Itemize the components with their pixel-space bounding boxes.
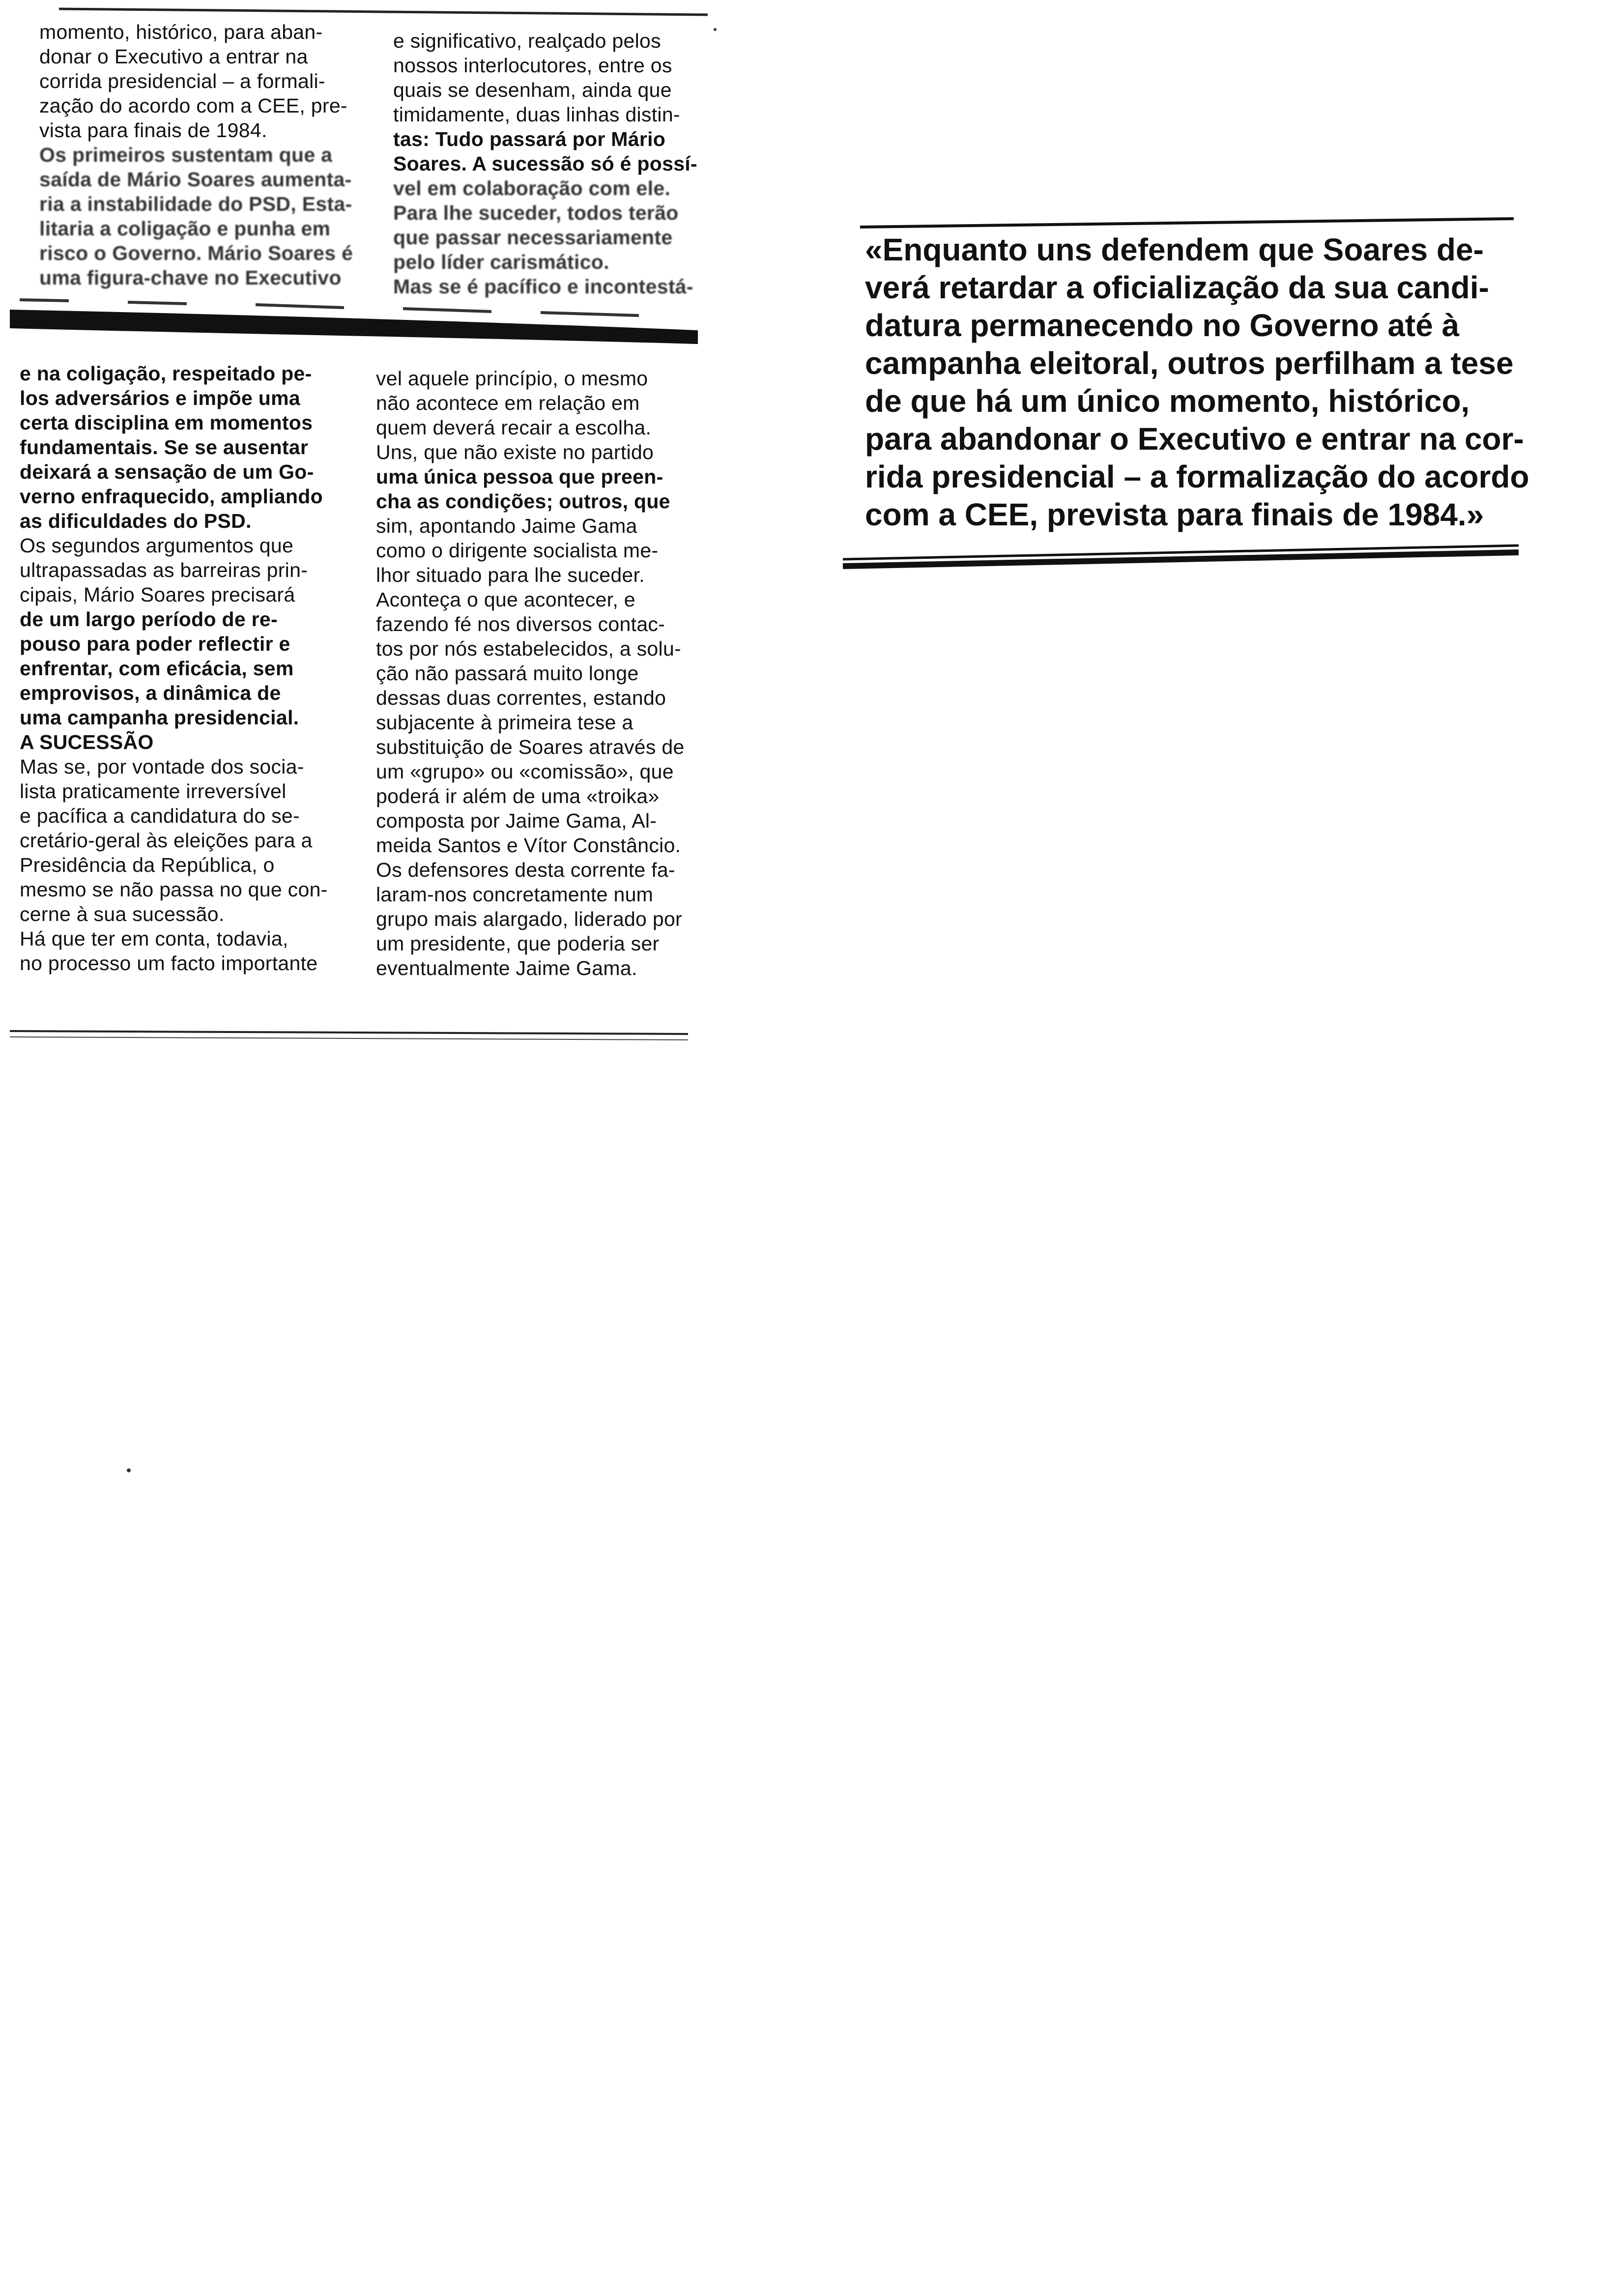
article-line: Os defensores desta corrente fa- (376, 859, 675, 881)
article-line: dessas duas correntes, estando (376, 687, 666, 709)
pull-quote-line: rida presidencial – a formalização do acordo (865, 459, 1529, 494)
pull-quote-line: de que há um único momento, histórico, (865, 383, 1470, 419)
article-line: uma única pessoa que preen- (376, 465, 663, 488)
article-line: no processo um facto importante (20, 952, 318, 975)
article-line: deixará a sensação de um Go- (20, 460, 314, 483)
article-line: enfrentar, com eficácia, sem (20, 657, 294, 680)
article-line: meida Santos e Vítor Constâncio. (376, 834, 681, 857)
article-line: cipais, Mário Soares precisará (20, 583, 295, 606)
article-line: Presidência da República, o (20, 854, 275, 876)
pull-quote-line: verá retardar a oficialização da sua candi- (865, 270, 1489, 305)
article-line: Os primeiros sustentam que a (39, 144, 333, 166)
article-line: Mas se, por vontade dos socia- (20, 755, 304, 778)
article-line: donar o Executivo a entrar na (39, 45, 308, 68)
article-line: subjacente à primeira tese a (376, 711, 633, 734)
article-line: Uns, que não existe no partido (376, 441, 654, 463)
pull-quote-line: para abandonar o Executivo e entrar na cor- (865, 421, 1524, 457)
section-heading: A SUCESSÃO (20, 731, 154, 753)
bottom-left-rule (10, 1031, 688, 1034)
article-line: uma campanha presidencial. (20, 706, 299, 729)
article-line: e significativo, realçado pelos (393, 29, 661, 52)
article-line: cerne à sua sucessão. (20, 903, 225, 925)
article-line: quem deverá recair a escolha. (376, 416, 652, 439)
article-line: laram-nos concretamente num (376, 883, 654, 906)
article-line: um «grupo» ou «comissão», que (376, 760, 674, 783)
article-line: vista para finais de 1984. (39, 119, 267, 142)
article-line: poderá ir além de uma «troika» (376, 785, 660, 807)
article-line: Aconteça o que acontecer, e (376, 588, 635, 611)
article-column-top-right (393, 29, 697, 299)
article-line: ultrapassadas as barreiras prin- (20, 559, 308, 581)
article-line: cha as condições; outros, que (376, 490, 670, 513)
article-line: Os segundos argumentos que (20, 534, 294, 557)
article-line: saída de Mário Soares aumenta- (39, 168, 352, 191)
article-line: nossos interlocutores, entre os (393, 54, 672, 77)
article-line: pouso para poder reflectir e (20, 632, 290, 655)
article-line: timidamente, duas linhas distin- (393, 103, 680, 126)
article-line: Mas se é pacífico e incontestá- (393, 275, 693, 298)
article-line: risco o Governo. Mário Soares é (39, 242, 353, 264)
article-line: los adversários e impõe uma (20, 387, 300, 409)
article-line: como o dirigente socialista me- (376, 539, 659, 562)
article-column-bottom-right (376, 366, 685, 980)
article-line: de um largo período de re- (20, 608, 278, 631)
pull-quote-line: campanha eleitoral, outros perfilham a tese (865, 345, 1514, 381)
article-line: emprovisos, a dinâmica de (20, 682, 281, 704)
article-line: fazendo fé nos diversos contac- (376, 613, 665, 635)
article-line: ção não passará muito longe (376, 662, 639, 685)
pull-quote (865, 231, 1533, 534)
article-line: momento, histórico, para aban- (39, 21, 323, 43)
article-line: não acontece em relação em (376, 392, 640, 414)
article-line: mesmo se não passa no que con- (20, 878, 328, 901)
article-line: eventualmente Jaime Gama. (376, 957, 637, 979)
article-line: lista praticamente irreversível (20, 780, 287, 803)
article-line: lhor situado para lhe suceder. (376, 564, 645, 586)
article-line: que passar necessariamente (393, 226, 673, 249)
article-line: e na coligação, respeitado pe- (20, 362, 312, 385)
article-line: Soares. A sucessão só é possí- (393, 152, 697, 175)
top-edge-rule (59, 9, 708, 15)
article-line: uma figura-chave no Executivo (39, 266, 342, 289)
bottom-left-double-rule (10, 1037, 688, 1040)
speck (127, 1468, 131, 1472)
article-line: tos por nós estabelecidos, a solu- (376, 637, 681, 660)
article-line: substituição de Soares através de (376, 736, 685, 758)
article-line: vel aquele princípio, o mesmo (376, 367, 648, 390)
article-line: um presidente, que poderia ser (376, 932, 660, 955)
quote-bottom-rule-thick (843, 552, 1519, 566)
article-line: ria a instabilidade do PSD, Esta- (39, 193, 352, 215)
speck (714, 28, 717, 31)
article-line: certa disciplina em momentos (20, 411, 313, 434)
article-column-top-left (39, 20, 353, 290)
article-line: grupo mais alargado, liderado por (376, 908, 682, 930)
article-line: litaria a coligação e punha em (39, 217, 331, 240)
article-line: vel em colaboração com ele. (393, 177, 671, 200)
article-line: quais se desenham, ainda que (393, 79, 672, 101)
pull-quote-line: com a CEE, prevista para finais de 1984.» (865, 497, 1484, 532)
article-column-bottom-left (20, 361, 328, 976)
article-line: zação do acordo com a CEE, pre- (39, 94, 347, 117)
article-line: corrida presidencial – a formali- (39, 70, 325, 92)
article-line: as dificuldades do PSD. (20, 510, 252, 532)
article-line: tas: Tudo passará por Mário (393, 128, 666, 150)
pull-quote-line: datura permanecendo no Governo até à (865, 308, 1460, 343)
quote-top-rule (860, 219, 1514, 227)
article-line: Há que ter em conta, todavia, (20, 927, 288, 950)
article-line: cretário-geral às eleições para a (20, 829, 313, 852)
article-line: fundamentais. Se se ausentar (20, 436, 309, 459)
article-line: verno enfraquecido, ampliando (20, 485, 323, 508)
article-line: sim, apontando Jaime Gama (376, 515, 637, 537)
article-line: Para lhe suceder, todos terão (393, 201, 679, 224)
article-line: pelo líder carismático. (393, 251, 609, 273)
article-line: composta por Jaime Gama, Al- (376, 809, 657, 832)
article-line: e pacífica a candidatura do se- (20, 804, 300, 827)
pull-quote-line: «Enquanto uns defendem que Soares de- (865, 232, 1484, 267)
